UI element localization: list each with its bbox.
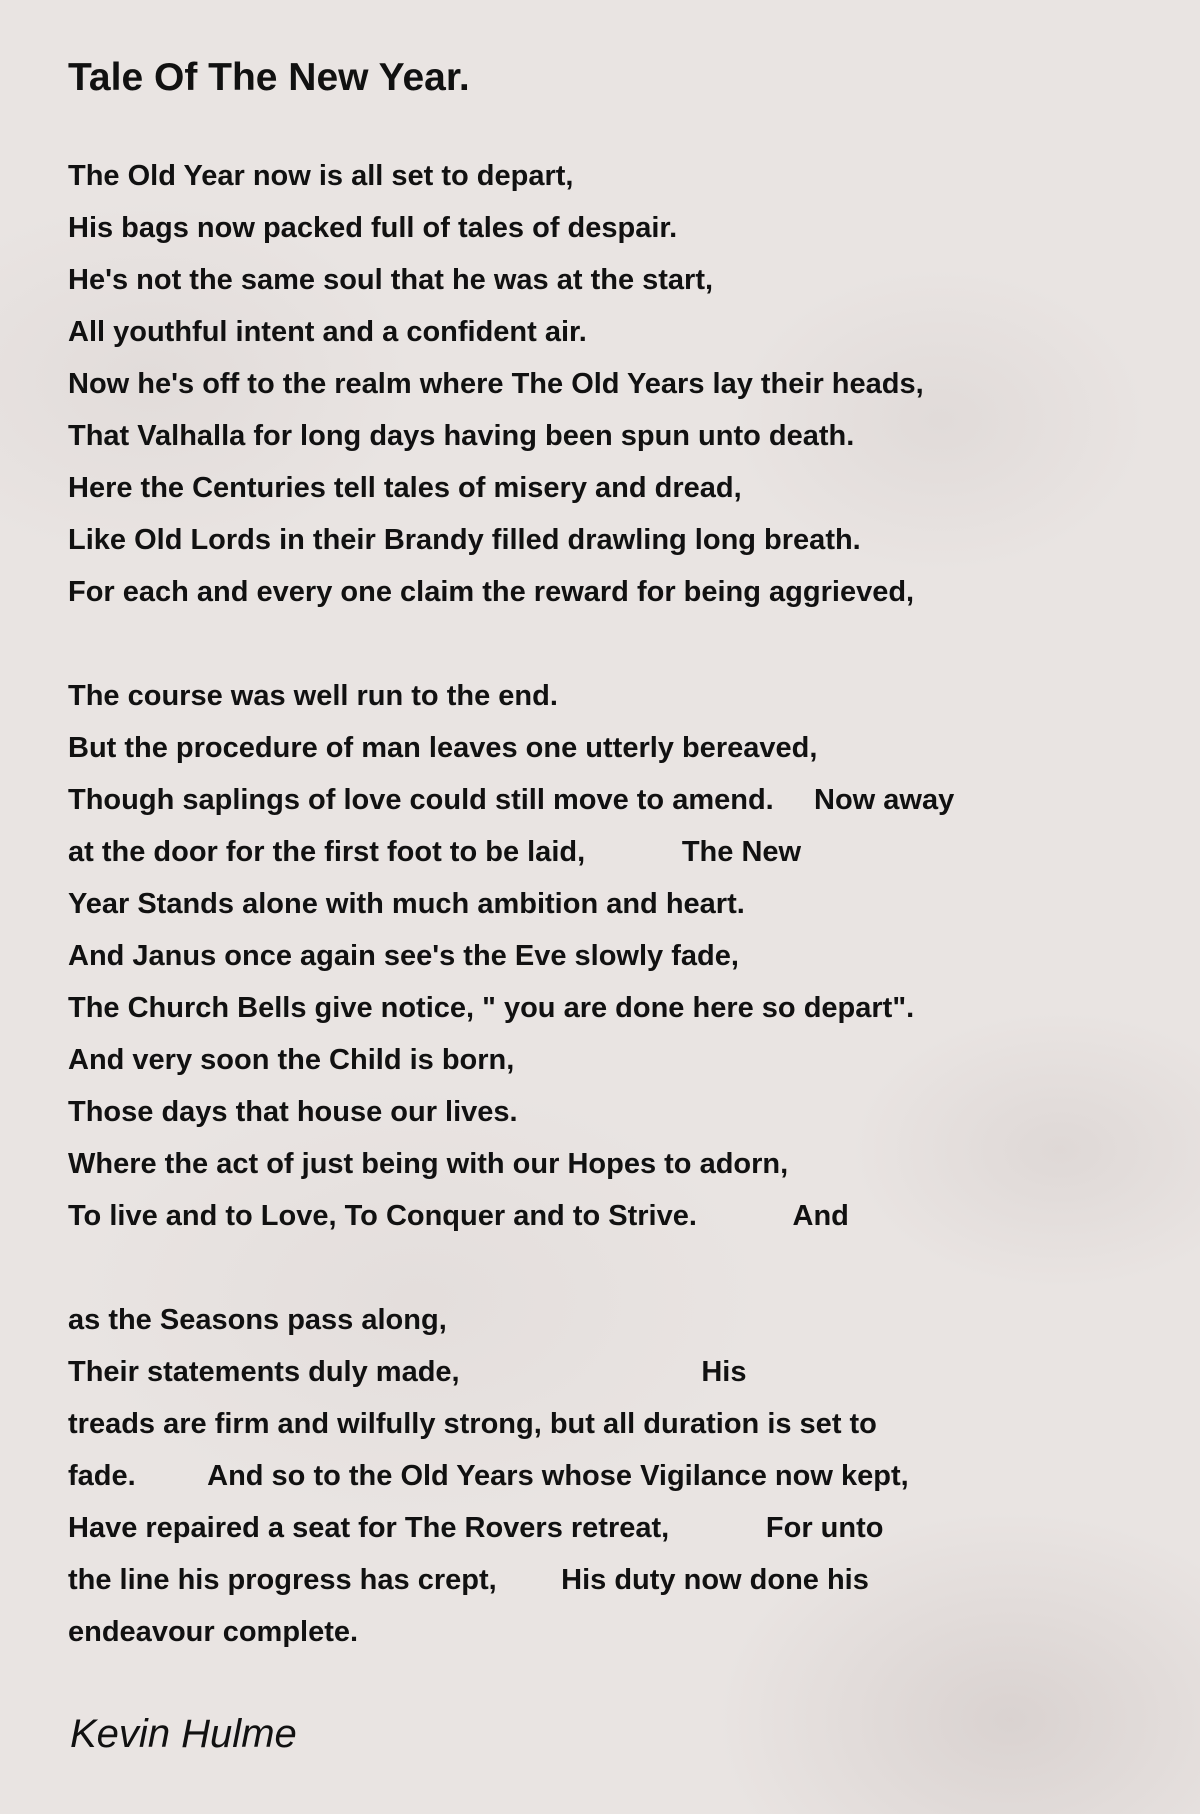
poem-line: The Old Year now is all set to depart, xyxy=(68,160,574,192)
stanza-break xyxy=(68,1242,1148,1294)
poem-line: Here the Centuries tell tales of misery and dread, xyxy=(68,472,742,504)
poem-line: His bags now packed full of tales of despair. xyxy=(68,212,678,244)
poem-line: the line his progress has crept, His duty now done his xyxy=(68,1564,869,1596)
poem-line: The Church Bells give notice, " you are done here so depart". xyxy=(68,992,915,1024)
poem-line: Though saplings of love could still move to amend. Now away xyxy=(68,784,955,816)
poem-line: But the procedure of man leaves one utterly bereaved, xyxy=(68,732,818,764)
poem-line: Now he's off to the realm where The Old Years lay their heads, xyxy=(68,368,924,400)
poem-title: Tale Of The New Year. xyxy=(68,56,470,99)
poem-line: That Valhalla for long days having been spun unto death. xyxy=(68,420,855,452)
poem-author: Kevin Hulme xyxy=(70,1712,297,1756)
poem-line: fade. And so to the Old Years whose Vigilance now kept, xyxy=(68,1460,909,1492)
poem-line: endeavour complete. xyxy=(68,1616,359,1648)
poem-line: Have repaired a seat for The Rovers retreat, For unto xyxy=(68,1512,884,1544)
poem-line: Those days that house our lives. xyxy=(68,1096,518,1128)
poem-line: For each and every one claim the reward for being aggrieved, xyxy=(68,576,915,608)
poem-line: as the Seasons pass along, xyxy=(68,1304,447,1336)
poem-line: Like Old Lords in their Brandy filled drawling long breath. xyxy=(68,524,861,556)
poem-line: Where the act of just being with our Hopes to adorn, xyxy=(68,1148,789,1180)
poem-line: And Janus once again see's the Eve slowly fade, xyxy=(68,940,739,972)
poem-line: To live and to Love, To Conquer and to Strive. And xyxy=(68,1200,849,1232)
poem-line: All youthful intent and a confident air. xyxy=(68,316,587,348)
poem-line: And very soon the Child is born, xyxy=(68,1044,515,1076)
stanza-break xyxy=(68,618,1148,670)
poem-line: The course was well run to the end. xyxy=(68,680,558,712)
poem-line: He's not the same soul that he was at the start, xyxy=(68,264,714,296)
poem-line: Their statements duly made, His xyxy=(68,1356,747,1388)
poem-line: treads are firm and wilfully strong, but all duration is set to xyxy=(68,1408,877,1440)
poem-line: at the door for the first foot to be laid, The New xyxy=(68,836,802,868)
poem-body xyxy=(68,150,1148,1658)
poem-line: Year Stands alone with much ambition and heart. xyxy=(68,888,745,920)
